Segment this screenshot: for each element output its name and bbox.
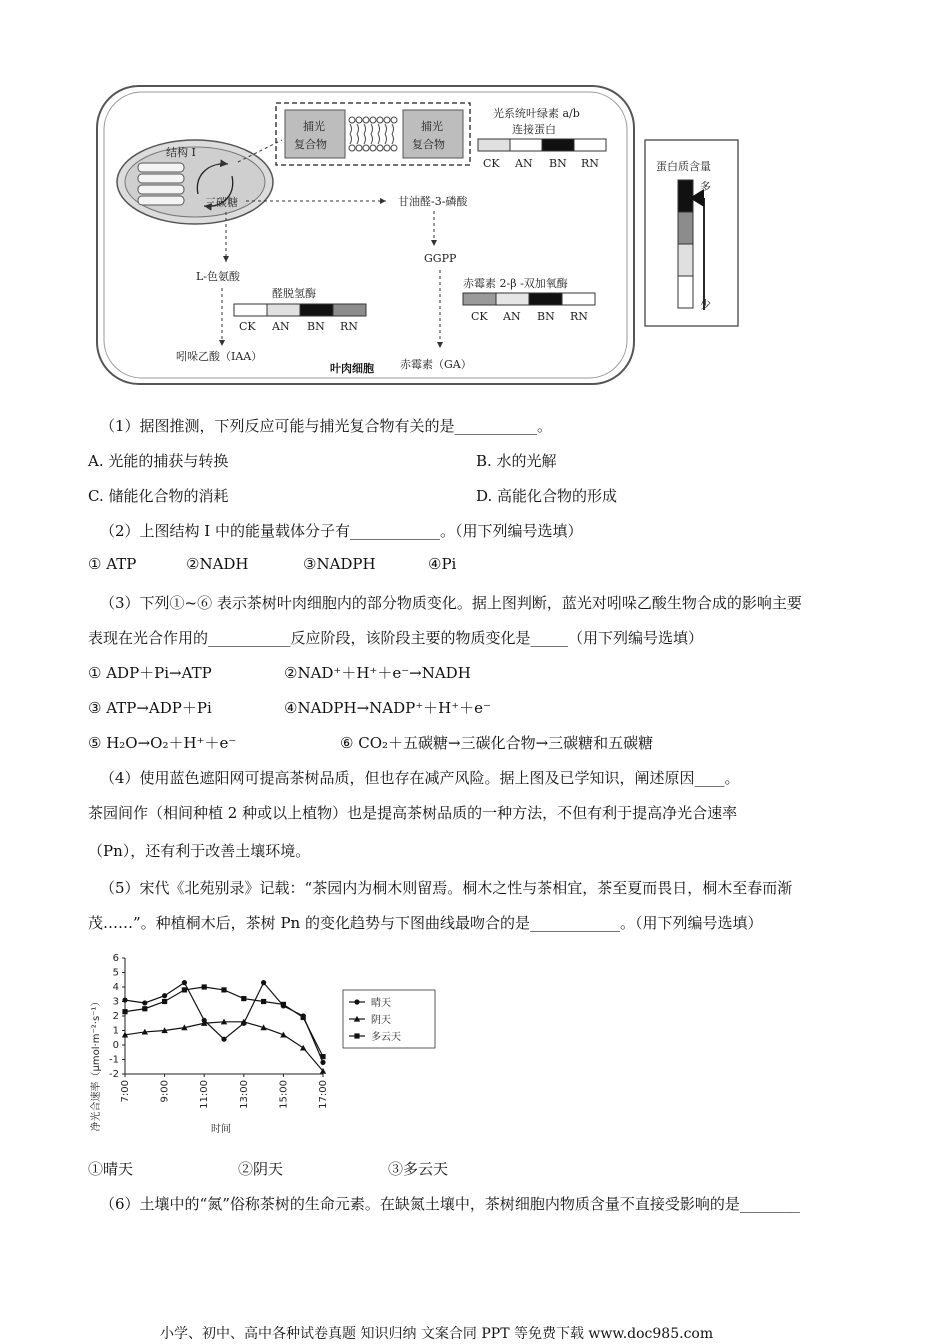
chart-point xyxy=(182,987,187,992)
q2-bn: BN xyxy=(307,320,325,333)
paragraph-line-1: 茶园间作（相间种植 2 种或以上植物）也是提高茶树品质的一种方法，不但有利于提高净光合速率 xyxy=(88,804,738,822)
question-3-line-2: 表现在光合作用的___________反应阶段，该阶段主要的物质变化是_____（用下列编号选填） xyxy=(88,629,704,647)
chart-legend-marker xyxy=(354,1033,359,1038)
paragraph-line-2: （Pn），还有利于改善土壤环境。 xyxy=(88,842,311,860)
q2-ck: CK xyxy=(239,320,256,333)
legend-less: 少 xyxy=(700,298,711,311)
chart-point xyxy=(202,984,207,989)
g3p-label: 甘油醛-3-磷酸 xyxy=(398,195,468,208)
chart-point xyxy=(221,1037,226,1042)
enzyme2-label: 赤霉素 2-β -双加氧酶 xyxy=(463,277,568,290)
protein-bar-1 xyxy=(478,139,606,151)
q1-option-b: B. 水的光解 xyxy=(476,452,557,470)
legend-scale-bar xyxy=(678,180,693,308)
page-footer: 小学、初中、高中各种试卷真题 知识归纳 文案合同 PPT 等免费下载 www.doc985.com xyxy=(160,1326,714,1342)
photosynthesis-diagram xyxy=(0,0,950,400)
chart-point xyxy=(142,1000,147,1005)
chart-legend-label: 阴天 xyxy=(371,1015,391,1026)
chart-point xyxy=(162,999,167,1004)
chart-y-tick-label: 6 xyxy=(112,953,119,964)
q2-option-3: ③NADPH xyxy=(303,555,376,573)
q2-rn: RN xyxy=(340,320,358,333)
protein-bar-2 xyxy=(234,304,366,316)
chart-y-tick-label: 2 xyxy=(112,1011,119,1022)
chart-y-tick-label: -1 xyxy=(109,1054,119,1066)
chart-series-line xyxy=(125,1022,323,1071)
chart-y-tick-label: 1 xyxy=(112,1025,119,1037)
chart-point xyxy=(300,1045,306,1051)
triose-label: 三碳糖 xyxy=(205,196,238,209)
q1-option-c: C. 储能化合物的消耗 xyxy=(88,487,229,505)
chart-point xyxy=(320,1054,325,1059)
q3-ck: CK xyxy=(471,310,488,323)
complex-left-label-2: 复合物 xyxy=(294,138,327,151)
q3-an: AN xyxy=(503,310,521,323)
chart-point xyxy=(301,1015,306,1020)
question-4: （4）使用蓝色遮阳网可提高茶树品质，但也存在减产风险。据上图及已学知识，阐述原因____。 xyxy=(100,769,740,787)
question-2: （2）上图结构 I 中的能量载体分子有____________。（用下列编号选填） xyxy=(100,522,583,540)
protein-title-2: 连接蛋白 xyxy=(512,123,556,136)
chart-point xyxy=(122,997,127,1002)
chart-legend-marker xyxy=(354,999,359,1004)
chart-point xyxy=(142,1006,147,1011)
chart-y-tick-label: 4 xyxy=(112,982,119,993)
pn-line-chart xyxy=(85,948,455,1148)
q1-option-a: A. 光能的捕获与转换 xyxy=(88,452,229,470)
chart-legend-label: 晴天 xyxy=(371,998,391,1009)
q5-option-3: ③多云天 xyxy=(388,1160,449,1178)
chart-point xyxy=(261,999,266,1004)
chart-y-tick-label: 0 xyxy=(112,1040,119,1051)
q3-bn: BN xyxy=(537,310,555,323)
chart-y-tick-label: 5 xyxy=(112,967,119,979)
chart-point xyxy=(241,996,246,1001)
cell-label: 叶肉细胞 xyxy=(330,362,374,375)
q1-an: AN xyxy=(515,157,533,170)
iaa-label: 吲哚乙酸（IAA） xyxy=(176,350,263,363)
q2-option-2: ②NADH xyxy=(186,555,249,573)
chart-xlabel: 时间 xyxy=(211,1124,231,1135)
question-3-line-1: （3）下列①~⑥ 表示茶树叶肉细胞内的部分物质变化。据上图判断，蓝光对吲哚乙酸生物合成的影响主要 xyxy=(100,594,802,612)
reaction-6: ⑥ CO₂＋五碳糖→三碳化合物→三碳糖和五碳糖 xyxy=(340,734,654,752)
chart-x-tick-label: 7:00 xyxy=(120,1080,131,1103)
q3-rn: RN xyxy=(570,310,588,323)
q2-an: AN xyxy=(272,320,290,333)
q2-option-4: ④Pi xyxy=(428,555,457,573)
chart-y-tick-label: -2 xyxy=(109,1069,119,1080)
q1-rn: RN xyxy=(581,157,599,170)
chart-point xyxy=(281,1002,286,1007)
chart-legend-label: 多云天 xyxy=(371,1032,401,1043)
chart-x-tick-label: 17:00 xyxy=(318,1080,329,1109)
reaction-2: ②NAD⁺＋H⁺＋e⁻→NADH xyxy=(284,664,471,682)
trp-label: L-色氨酸 xyxy=(196,270,241,283)
chart-x-tick-label: 15:00 xyxy=(278,1080,290,1109)
chart-point xyxy=(122,1009,127,1014)
question-5-line-2: 茂……”。种植桐木后，茶树 Pn 的变化趋势与下图曲线最吻合的是____________。（用下列编号选填） xyxy=(88,914,763,932)
q5-option-2: ②阴天 xyxy=(238,1160,284,1178)
protein-title-1: 光系统叶绿素 a/b xyxy=(493,107,580,120)
q2-option-1: ① ATP xyxy=(88,555,137,573)
chart-x-tick-label: 13:00 xyxy=(238,1080,250,1109)
complex-left-label-1: 捕光 xyxy=(303,120,325,133)
chart-ylabel: 净光合速率（μmol·m⁻²·s⁻¹） xyxy=(91,996,102,1132)
reaction-1: ① ADP＋Pi→ATP xyxy=(88,664,212,682)
reaction-5: ⑤ H₂O→O₂＋H⁺＋e⁻ xyxy=(88,734,237,752)
ggpp-label: GGPP xyxy=(424,252,457,265)
complex-right-label-2: 复合物 xyxy=(412,138,445,151)
legend-more: 多 xyxy=(700,180,711,193)
question-1: （1）据图推测，下列反应可能与捕光复合物有关的是___________。 xyxy=(100,417,553,435)
chart-x-tick-label: 11:00 xyxy=(199,1080,211,1109)
chart-point xyxy=(182,980,187,985)
protein-bar-3 xyxy=(463,293,595,305)
q5-option-1: ①晴天 xyxy=(88,1160,134,1178)
chart-point xyxy=(261,980,266,985)
reaction-4: ④NADPH→NADP⁺＋H⁺＋e⁻ xyxy=(284,699,491,717)
chart-x-tick-label: 9:00 xyxy=(159,1080,171,1103)
q1-ck: CK xyxy=(483,157,500,170)
chart-point xyxy=(320,1060,325,1065)
legend-title: 蛋白质含量 xyxy=(656,160,711,173)
chart-point xyxy=(162,993,167,998)
structure-1-label: 结构 I xyxy=(166,146,196,159)
q1-bn: BN xyxy=(549,157,567,170)
chart-y-tick-label: 3 xyxy=(112,996,119,1008)
ga-label: 赤霉素（GA） xyxy=(400,358,472,371)
question-6: （6）土壤中的“氮”俗称茶树的生命元素。在缺氮土壤中，茶树细胞内物质含量不直接受影响的是________ xyxy=(100,1195,800,1213)
reaction-3: ③ ATP→ADP＋Pi xyxy=(88,699,212,717)
chart-point xyxy=(221,987,226,992)
q1-option-d: D. 高能化合物的形成 xyxy=(476,487,618,505)
enzyme1-label: 醛脱氢酶 xyxy=(272,287,316,300)
question-5-line-1: （5）宋代《北苑别录》记载：“茶园内为桐木则留焉。桐木之性与茶相宜，茶至夏而畏日，桐木至春而渐 xyxy=(100,879,793,897)
complex-right-label-1: 捕光 xyxy=(421,120,443,133)
